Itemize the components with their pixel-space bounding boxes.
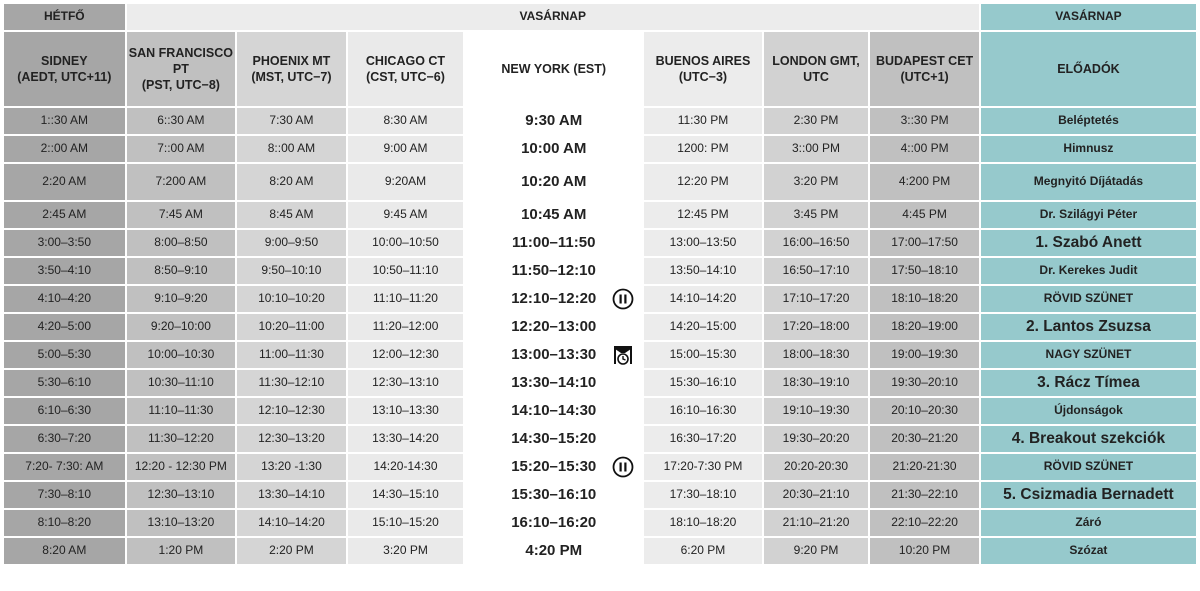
time-cell-london: 18:30–19:10 <box>764 370 869 396</box>
time-cell-sidney: 8:10–8:20 <box>4 510 125 536</box>
schedule-row <box>4 230 1196 256</box>
time-cell-chicago: 14:30–15:10 <box>348 482 464 508</box>
time-value: 13:00–13:30 <box>511 346 597 364</box>
time-cell-buenos-aires: 16:10–16:30 <box>644 398 762 424</box>
time-cell-chicago: 12:00–12:30 <box>348 342 464 368</box>
time-cell-sidney: 4:10–4:20 <box>4 286 125 312</box>
time-cell-budapest: 19:30–20:10 <box>870 370 979 396</box>
time-cell-new-york <box>465 426 642 452</box>
time-cell-sidney: 5:30–6:10 <box>4 370 125 396</box>
speaker-cell: Beléptetés <box>981 108 1196 134</box>
time-cell-chicago: 10:50–11:10 <box>348 258 464 284</box>
speaker-cell: Szózat <box>981 538 1196 564</box>
column-header-san-francisco <box>127 32 236 106</box>
time-cell-phoenix: 10:20–11:00 <box>237 314 346 340</box>
column-title: CHICAGO CT <box>365 53 446 68</box>
time-value: 11:50–12:10 <box>511 262 596 280</box>
time-cell-london: 17:10–17:20 <box>764 286 869 312</box>
time-cell-london: 20:30–21:10 <box>764 482 869 508</box>
time-cell-chicago: 12:30–13:10 <box>348 370 464 396</box>
time-cell-london: 17:20–18:00 <box>764 314 869 340</box>
time-cell-phoenix: 10:10–10:20 <box>237 286 346 312</box>
time-cell-phoenix: 11:00–11:30 <box>237 342 346 368</box>
time-value: 10:00 AM <box>521 140 587 158</box>
time-cell-san-francisco: 7:45 AM <box>127 202 236 228</box>
time-cell-phoenix: 9:50–10:10 <box>237 258 346 284</box>
column-title: NEW YORK (EST) <box>501 61 607 76</box>
time-cell-san-francisco: 8:50–9:10 <box>127 258 236 284</box>
schedule-row <box>4 454 1196 480</box>
time-cell-budapest: 18:10–18:20 <box>870 286 979 312</box>
time-cell-sidney: 5:00–5:30 <box>4 342 125 368</box>
column-subtitle: (AEDT, UTC+11) <box>17 70 112 84</box>
schedule-row <box>4 286 1196 312</box>
speaker-cell: RÖVID SZÜNET <box>981 454 1196 480</box>
time-cell-buenos-aires: 12:45 PM <box>644 202 762 228</box>
column-header-sidney <box>4 32 125 106</box>
time-cell-new-york <box>465 258 642 284</box>
time-cell-budapest: 4:45 PM <box>870 202 979 228</box>
time-cell-new-york <box>465 230 642 256</box>
time-cell-budapest: 21:30–22:10 <box>870 482 979 508</box>
column-title: PHOENIX MT <box>252 53 331 68</box>
speaker-cell: Dr. Szilágyi Péter <box>981 202 1196 228</box>
time-cell-new-york <box>465 398 642 424</box>
column-title: SAN FRANCISCO PT <box>128 45 233 76</box>
time-cell-london: 20:20-20:30 <box>764 454 869 480</box>
time-cell-new-york <box>465 108 642 134</box>
time-cell-san-francisco: 13:10–13:20 <box>127 510 236 536</box>
time-cell-chicago: 9:20AM <box>348 164 464 200</box>
time-cell-san-francisco: 7:200 AM <box>127 164 236 200</box>
time-cell-chicago: 9:00 AM <box>348 136 464 162</box>
time-cell-buenos-aires: 1200: PM <box>644 136 762 162</box>
column-subtitle: (MST, UTC−7) <box>251 70 332 84</box>
time-value: 15:20–15:30 <box>511 458 597 476</box>
column-header-new-york <box>465 32 642 106</box>
time-cell-new-york <box>465 286 642 312</box>
time-cell-buenos-aires: 13:50–14:10 <box>644 258 762 284</box>
time-cell-chicago: 10:00–10:50 <box>348 230 464 256</box>
time-cell-phoenix: 8:45 AM <box>237 202 346 228</box>
hourglass-clock-icon <box>612 344 634 366</box>
column-title: LONDON GMT, UTC <box>772 53 860 84</box>
time-cell-new-york <box>465 510 642 536</box>
time-cell-new-york <box>465 164 642 200</box>
speaker-cell: 3. Rácz Tímea <box>981 370 1196 396</box>
time-value: 10:20 AM <box>521 173 587 191</box>
column-title: BUENOS AIRES <box>655 53 751 68</box>
time-cell-chicago: 14:20-14:30 <box>348 454 464 480</box>
time-cell-buenos-aires: 15:30–16:10 <box>644 370 762 396</box>
time-cell-budapest: 19:00–19:30 <box>870 342 979 368</box>
column-title: BUDAPEST CET (UTC+1) <box>875 53 974 84</box>
time-value: 14:10–14:30 <box>511 402 597 420</box>
schedule-row <box>4 342 1196 368</box>
speaker-cell: Himnusz <box>981 136 1196 162</box>
time-cell-buenos-aires: 17:30–18:10 <box>644 482 762 508</box>
time-cell-budapest: 4::00 PM <box>870 136 979 162</box>
time-cell-sidney: 8:20 AM <box>4 538 125 564</box>
time-value: 15:30–16:10 <box>511 486 597 504</box>
time-cell-chicago: 11:10–11:20 <box>348 286 464 312</box>
time-cell-chicago: 11:20–12:00 <box>348 314 464 340</box>
schedule-row <box>4 164 1196 200</box>
column-subtitle: (UTC−3) <box>678 70 728 84</box>
time-cell-san-francisco: 10:00–10:30 <box>127 342 236 368</box>
time-value: 12:20–13:00 <box>511 318 597 336</box>
time-cell-phoenix: 14:10–14:20 <box>237 510 346 536</box>
schedule-row <box>4 538 1196 564</box>
day-header-row <box>4 4 1196 30</box>
column-header-speakers <box>981 32 1196 106</box>
speaker-cell: Dr. Kerekes Judit <box>981 258 1196 284</box>
time-cell-sidney: 3:50–4:10 <box>4 258 125 284</box>
speaker-cell: Megnyitó Díjátadás <box>981 164 1196 200</box>
column-header-buenos-aires <box>644 32 762 106</box>
column-header-row <box>4 32 1196 106</box>
time-cell-san-francisco: 1:20 PM <box>127 538 236 564</box>
time-cell-phoenix: 8:20 AM <box>237 164 346 200</box>
day-label-sunday-right: VASÁRNAP <box>981 4 1196 30</box>
pause-icon <box>612 456 634 478</box>
time-cell-sidney: 2:45 AM <box>4 202 125 228</box>
time-cell-san-francisco: 12:30–13:10 <box>127 482 236 508</box>
time-cell-london: 18:00–18:30 <box>764 342 869 368</box>
time-cell-chicago: 8:30 AM <box>348 108 464 134</box>
column-header-chicago <box>348 32 464 106</box>
time-value: 14:30–15:20 <box>511 430 597 448</box>
speaker-cell: RÖVID SZÜNET <box>981 286 1196 312</box>
time-cell-budapest: 18:20–19:00 <box>870 314 979 340</box>
time-cell-chicago: 13:30–14:20 <box>348 426 464 452</box>
time-cell-sidney: 2:20 AM <box>4 164 125 200</box>
time-cell-san-francisco: 6::30 AM <box>127 108 236 134</box>
time-cell-london: 16:50–17:10 <box>764 258 869 284</box>
time-cell-buenos-aires: 18:10–18:20 <box>644 510 762 536</box>
time-cell-buenos-aires: 16:30–17:20 <box>644 426 762 452</box>
time-cell-phoenix: 12:30–13:20 <box>237 426 346 452</box>
time-cell-san-francisco: 9:20–10:00 <box>127 314 236 340</box>
schedule-row <box>4 398 1196 424</box>
time-cell-sidney: 3:00–3:50 <box>4 230 125 256</box>
speaker-cell: Záró <box>981 510 1196 536</box>
day-label-sunday: VASÁRNAP <box>127 4 979 30</box>
time-cell-budapest: 17:00–17:50 <box>870 230 979 256</box>
time-value: 4:20 PM <box>525 542 583 560</box>
speaker-cell: Újdonságok <box>981 398 1196 424</box>
time-cell-london: 2:30 PM <box>764 108 869 134</box>
time-value: 13:30–14:10 <box>511 374 597 392</box>
time-cell-budapest: 4:200 PM <box>870 164 979 200</box>
time-cell-budapest: 3::30 PM <box>870 108 979 134</box>
time-cell-san-francisco: 9:10–9:20 <box>127 286 236 312</box>
time-value: 10:45 AM <box>521 206 587 224</box>
schedule-row <box>4 426 1196 452</box>
schedule-table <box>2 2 1198 566</box>
time-cell-new-york <box>465 370 642 396</box>
column-header-phoenix <box>237 32 346 106</box>
speaker-cell: 2. Lantos Zsuzsa <box>981 314 1196 340</box>
time-cell-budapest: 17:50–18:10 <box>870 258 979 284</box>
speaker-cell: 1. Szabó Anett <box>981 230 1196 256</box>
time-cell-buenos-aires: 14:10–14:20 <box>644 286 762 312</box>
time-cell-new-york <box>465 202 642 228</box>
time-cell-budapest: 21:20-21:30 <box>870 454 979 480</box>
time-cell-buenos-aires: 13:00–13:50 <box>644 230 762 256</box>
column-subtitle: (PST, UTC−8) <box>141 78 220 93</box>
time-cell-budapest: 10:20 PM <box>870 538 979 564</box>
time-cell-san-francisco: 12:20 - 12:30 PM <box>127 454 236 480</box>
column-subtitle: (CST, UTC−6) <box>366 70 445 84</box>
column-header-budapest <box>870 32 979 106</box>
time-cell-phoenix: 13:30–14:10 <box>237 482 346 508</box>
time-cell-phoenix: 2:20 PM <box>237 538 346 564</box>
time-cell-san-francisco: 10:30–11:10 <box>127 370 236 396</box>
time-cell-budapest: 20:30–21:20 <box>870 426 979 452</box>
time-cell-san-francisco: 8:00–8:50 <box>127 230 236 256</box>
time-value: 16:10–16:20 <box>511 514 597 532</box>
time-cell-budapest: 20:10–20:30 <box>870 398 979 424</box>
time-cell-chicago: 3:20 PM <box>348 538 464 564</box>
time-cell-sidney: 2::00 AM <box>4 136 125 162</box>
schedule-row <box>4 202 1196 228</box>
pause-icon <box>612 288 634 310</box>
time-value: 9:30 AM <box>525 112 583 130</box>
time-cell-san-francisco: 7::00 AM <box>127 136 236 162</box>
speaker-cell: NAGY SZÜNET <box>981 342 1196 368</box>
time-cell-sidney: 6:30–7:20 <box>4 426 125 452</box>
schedule-row <box>4 136 1196 162</box>
schedule-row <box>4 510 1196 536</box>
time-cell-sidney: 4:20–5:00 <box>4 314 125 340</box>
time-cell-london: 21:10–21:20 <box>764 510 869 536</box>
time-value: 12:10–12:20 <box>511 290 597 308</box>
time-cell-sidney: 7:20- 7:30: AM <box>4 454 125 480</box>
time-cell-san-francisco: 11:10–11:30 <box>127 398 236 424</box>
schedule-row <box>4 108 1196 134</box>
time-cell-buenos-aires: 17:20-7:30 PM <box>644 454 762 480</box>
speaker-cell: 5. Csizmadia Bernadett <box>981 482 1196 508</box>
time-cell-phoenix: 8::00 AM <box>237 136 346 162</box>
time-cell-phoenix: 11:30–12:10 <box>237 370 346 396</box>
time-cell-sidney: 6:10–6:30 <box>4 398 125 424</box>
time-cell-buenos-aires: 12:20 PM <box>644 164 762 200</box>
day-label-monday: HÉTFŐ <box>4 4 125 30</box>
time-cell-buenos-aires: 11:30 PM <box>644 108 762 134</box>
time-cell-buenos-aires: 6:20 PM <box>644 538 762 564</box>
time-cell-buenos-aires: 15:00–15:30 <box>644 342 762 368</box>
time-cell-phoenix: 12:10–12:30 <box>237 398 346 424</box>
column-title: SIDNEY <box>41 53 88 68</box>
time-cell-chicago: 13:10–13:30 <box>348 398 464 424</box>
time-cell-sidney: 7:30–8:10 <box>4 482 125 508</box>
time-value: 11:00–11:50 <box>512 234 596 252</box>
column-title: ELŐADÓK <box>1057 61 1120 76</box>
time-cell-new-york <box>465 314 642 340</box>
schedule-row <box>4 482 1196 508</box>
time-cell-phoenix: 13:20 -1:30 <box>237 454 346 480</box>
time-cell-new-york <box>465 136 642 162</box>
time-cell-chicago: 15:10–15:20 <box>348 510 464 536</box>
schedule-row <box>4 314 1196 340</box>
time-cell-phoenix: 7:30 AM <box>237 108 346 134</box>
column-header-london <box>764 32 869 106</box>
time-cell-london: 9:20 PM <box>764 538 869 564</box>
time-cell-budapest: 22:10–22:20 <box>870 510 979 536</box>
time-cell-buenos-aires: 14:20–15:00 <box>644 314 762 340</box>
schedule-row <box>4 370 1196 396</box>
time-cell-san-francisco: 11:30–12:20 <box>127 426 236 452</box>
time-cell-london: 3:45 PM <box>764 202 869 228</box>
time-cell-london: 19:10–19:30 <box>764 398 869 424</box>
speaker-cell: 4. Breakout szekciók <box>981 426 1196 452</box>
time-cell-london: 3:20 PM <box>764 164 869 200</box>
time-cell-sidney: 1::30 AM <box>4 108 125 134</box>
time-cell-new-york <box>465 538 642 564</box>
time-cell-london: 3::00 PM <box>764 136 869 162</box>
schedule-row <box>4 258 1196 284</box>
time-cell-phoenix: 9:00–9:50 <box>237 230 346 256</box>
time-cell-new-york <box>465 454 642 480</box>
time-cell-chicago: 9:45 AM <box>348 202 464 228</box>
time-cell-new-york <box>465 342 642 368</box>
time-cell-new-york <box>465 482 642 508</box>
time-cell-london: 19:30–20:20 <box>764 426 869 452</box>
time-cell-london: 16:00–16:50 <box>764 230 869 256</box>
